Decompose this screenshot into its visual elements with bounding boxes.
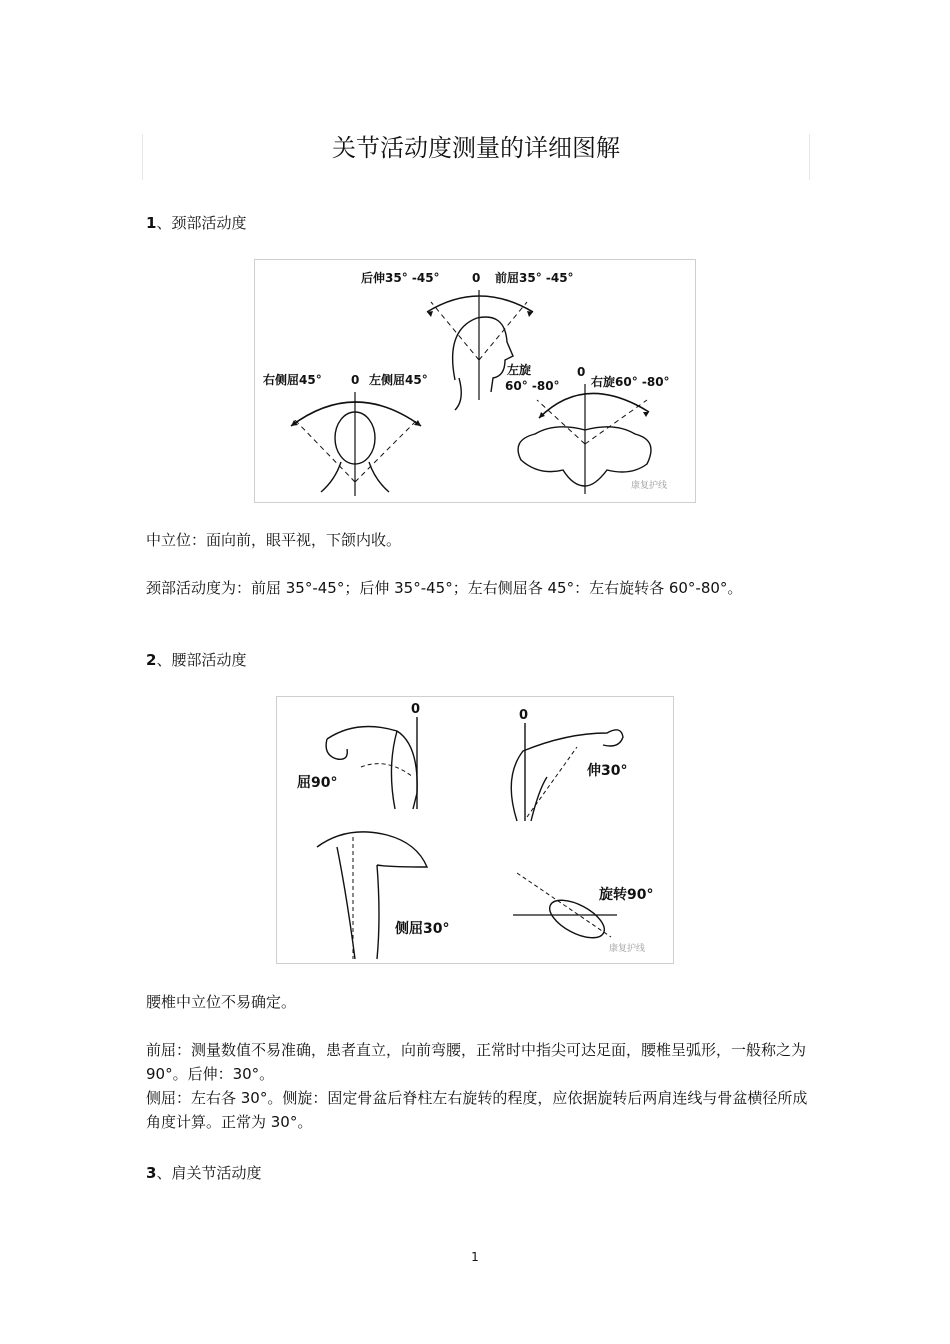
dash-flex	[479, 302, 527, 360]
arrow-left-top	[427, 311, 433, 317]
title-frame	[142, 134, 810, 180]
arc-rotation	[539, 393, 649, 418]
label-zero-extension: 0	[519, 708, 529, 723]
head-side-view	[453, 317, 513, 410]
section-3-heading	[146, 1163, 261, 1183]
section-2-heading	[146, 650, 246, 670]
neck-rom-illustration	[255, 260, 695, 502]
neck-rom-values: 颈部活动度为：前屈 35°-45°；后伸 35°-45°；左右侧屈各 45°：左右旋转各 60°-80°。	[146, 579, 743, 597]
lumbar-rom-figure	[276, 696, 674, 964]
label-extension: 伸30°	[587, 763, 628, 779]
watermark-lumbar: 康复护线	[609, 944, 646, 954]
body-lateral	[317, 832, 427, 959]
label-left-rotation-range: 60° -80°	[505, 379, 560, 393]
arc-lateral	[291, 402, 421, 426]
lumbar-flexion-extension: 前屈：测量数值不易准确，患者直立，向前弯腰，正常时中指尖可达足面，腰椎呈弧形，一般称之为 90°。后伸：30°。	[146, 1041, 807, 1083]
section-1-title: 、颈部活动度	[156, 214, 247, 232]
label-zero-left: 0	[351, 373, 360, 387]
body-flexion	[326, 727, 417, 810]
page-number: 1	[471, 1250, 479, 1264]
lumbar-lateral-rotation: 侧屈：左右各 30°。侧旋：固定骨盆后脊柱左右旋转的程度，应依据旋转后两肩连线与骨盆横径所成角度计算。正常为 30°。	[146, 1089, 808, 1131]
dash-rot-right	[585, 400, 647, 444]
label-neck-extension: 后伸35° -45°	[361, 271, 440, 285]
label-left-lateral: 左侧屈45°	[369, 373, 428, 387]
label-right-lateral: 右侧屈45°	[263, 373, 322, 387]
label-flexion: 屈90°	[297, 775, 338, 791]
dash-flexion	[361, 764, 413, 777]
page-title: 关节活动度测量的详细图解	[332, 134, 620, 162]
label-neck-flexion: 前屈35° -45°	[495, 271, 574, 285]
arrow-rot-right	[643, 412, 649, 417]
dash-lat-left	[295, 420, 355, 482]
label-lateral: 侧屈30°	[395, 921, 450, 937]
neck-rom-figure	[254, 259, 696, 503]
dash-rot-left	[537, 400, 585, 444]
arc-flex-ext	[427, 296, 533, 312]
label-neck-zero-top: 0	[472, 271, 481, 285]
arrow-right-lat	[414, 420, 421, 426]
lumbar-neutral-note: 腰椎中立位不易确定。	[146, 993, 297, 1011]
label-left-rotation: 左旋	[507, 363, 532, 377]
dash-ext	[431, 302, 479, 360]
label-zero-flexion: 0	[411, 702, 421, 717]
watermark-neck: 康复护线	[631, 481, 668, 491]
section-2-number: 2	[146, 651, 157, 669]
lumbar-rom-illustration	[277, 697, 673, 963]
label-zero-right: 0	[577, 365, 586, 379]
section-3-number: 3	[146, 1164, 157, 1182]
label-right-rotation: 右旋60° -80°	[591, 375, 670, 389]
neck-neutral-position: 中立位：面向前，眼平视，下颌内收。	[146, 531, 402, 549]
dash-lat-right	[355, 420, 417, 482]
arrow-right-top	[527, 311, 533, 317]
section-3-title: 、肩关节活动度	[156, 1164, 262, 1182]
section-2-title: 、腰部活动度	[156, 651, 247, 669]
section-1-number: 1	[146, 214, 157, 232]
section-1-heading	[146, 213, 246, 233]
label-rotation: 旋转90°	[599, 887, 654, 903]
